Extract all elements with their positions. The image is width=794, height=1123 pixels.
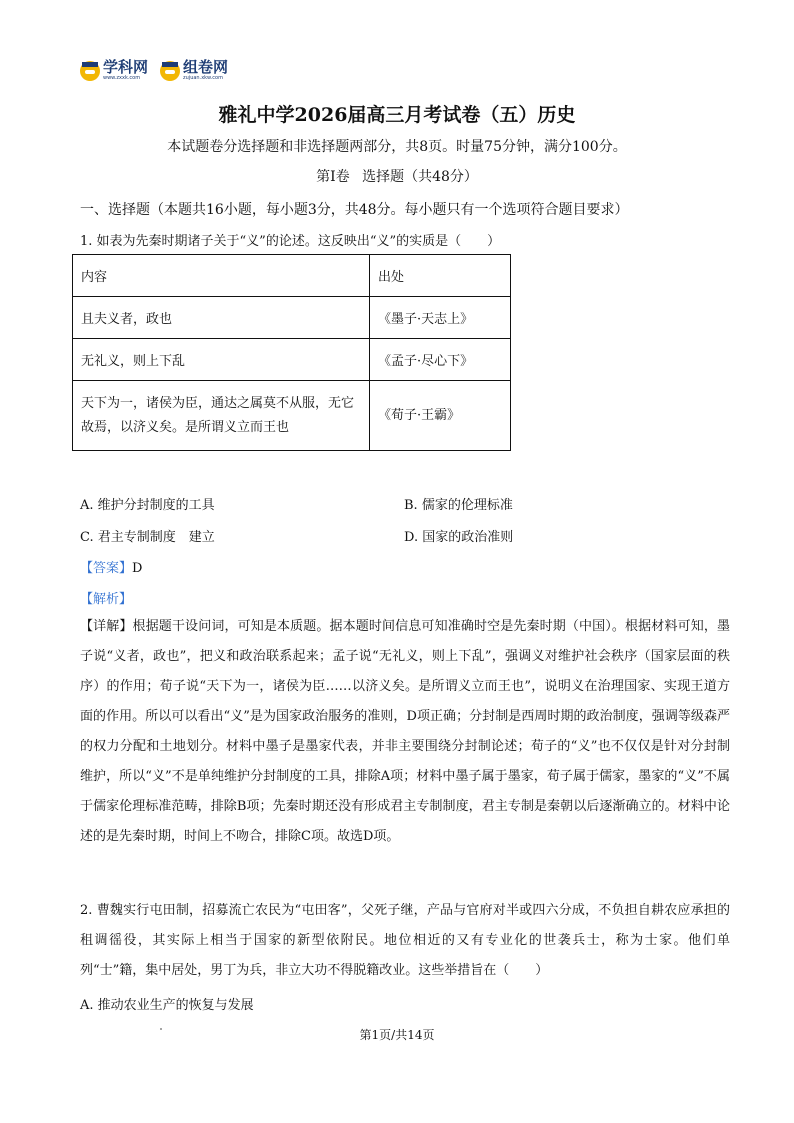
detail-paragraph	[80, 612, 730, 852]
table-cell: 且夫义者，政也	[73, 297, 370, 339]
logo-name: 组卷网	[183, 58, 229, 76]
exam-info: 本试题卷分选择题和非选择题两部分，共8页。时量75分钟，满分100分。	[167, 139, 627, 155]
answer-value: D	[132, 561, 143, 576]
logo-mascot-icon	[80, 61, 100, 81]
logo-mascot-icon	[160, 61, 180, 81]
table-cell: 无礼义，则上下乱	[73, 339, 370, 381]
question-1-stem: 1. 如表为先秦时期诸子关于“义”的论述。这反映出“义”的实质是（ ）	[80, 234, 501, 249]
exam-title: 雅礼中学2026届高三月考试卷（五）历史	[218, 104, 576, 126]
part-heading	[0, 166, 794, 186]
table-cell: 《荀子·王霸》	[370, 381, 511, 451]
page-footer: 第1页/共14页	[359, 1028, 435, 1042]
answer-label: 【答案】	[80, 561, 133, 576]
source-table	[72, 254, 511, 451]
table-header-row	[73, 255, 511, 297]
option-d[interactable]: D. 国家的政治准则	[404, 530, 514, 545]
answer-line	[80, 557, 142, 576]
logo-zujuanwang[interactable]	[160, 60, 228, 81]
logo-url: zujuan.xkw.com	[183, 75, 223, 81]
q2-option-a[interactable]: A. 推动农业生产的恢复与发展	[80, 998, 254, 1013]
option-a[interactable]: A. 维护分封制度的工具	[80, 498, 215, 513]
logo-url: www.zxxk.com	[103, 75, 141, 81]
analysis-label: 【解析】	[80, 592, 133, 607]
logo-name: 学科网	[103, 58, 149, 76]
header-logos	[80, 60, 228, 81]
detail-label: 【详解】	[80, 619, 133, 634]
table-row	[73, 339, 511, 381]
question-2-stem: 2. 曹魏实行屯田制，招募流亡农民为“屯田客”，父死子继，产品与官府对半或四六分成，不负担自耕农应承担的租调徭役，其实际上相当于国家的新型依附民。地位相近的又有专业化的世袭兵士，称为士家。他们单列“士”籍，集中居处，男丁为兵，非立大功不得脱籍改业。这些举措旨在（ ）	[80, 903, 730, 978]
part-label: 第Ⅰ卷	[316, 169, 350, 185]
table-cell: 天下为一，诸侯为臣，通达之属莫不从服，无它故焉，以济义矣。是所谓义立而王也	[73, 381, 370, 451]
table-header-cell: 内容	[73, 255, 370, 297]
table-cell: 《墨子·天志上》	[370, 297, 511, 339]
table-header-cell: 出处	[370, 255, 511, 297]
section-heading: 一、选择题（本题共16小题，每小题3分，共48分。每小题只有一个选项符合题目要求）	[80, 202, 629, 218]
part-name: 选择题（共48分）	[362, 169, 478, 185]
option-b[interactable]: B. 儒家的伦理标准	[404, 498, 513, 513]
table-cell: 《孟子·尽心下》	[370, 339, 511, 381]
table-row	[73, 381, 511, 451]
detail-text: 根据题干设问词，可知是本质题。据本题时间信息可知准确时空是先秦时期（中国）。根据材料可知，墨子说“义者，政也”，把义和政治联系起来；孟子说“无礼义，则上下乱”，强调义对维护社会秩序（国家层面的秩序）的作用；荀子说“天下为一，诸侯为臣……以济义矣。是所谓义立而王也”，说明义在治理国家、实现王道方面的作用。所以可以看出“义”是为国家政治服务的准则，D项正确；分封制是西周时期的政治制度，强调等级森严的权力分配和土地划分。材料中墨子是墨家代表，并非主要围绕分封制论述；荀子的“义”也不仅仅是针对分封制维护，所以“义”不是单纯维护分封制度的工具，排除A项；材料中墨子属于墨家，荀子属于儒家，墨家的“义”不属于儒家伦理标准范畴，排除B项；先秦时期还没有形成君主专制制度，君主专制是秦朝以后逐渐确立的。材料中论述的是先秦时期，时间上不吻合，排除C项。故选D项。	[80, 619, 730, 844]
table-row	[73, 297, 511, 339]
logo-xuekewang[interactable]	[80, 60, 148, 81]
option-c[interactable]: C. 君主专制制度 建立	[80, 530, 215, 545]
